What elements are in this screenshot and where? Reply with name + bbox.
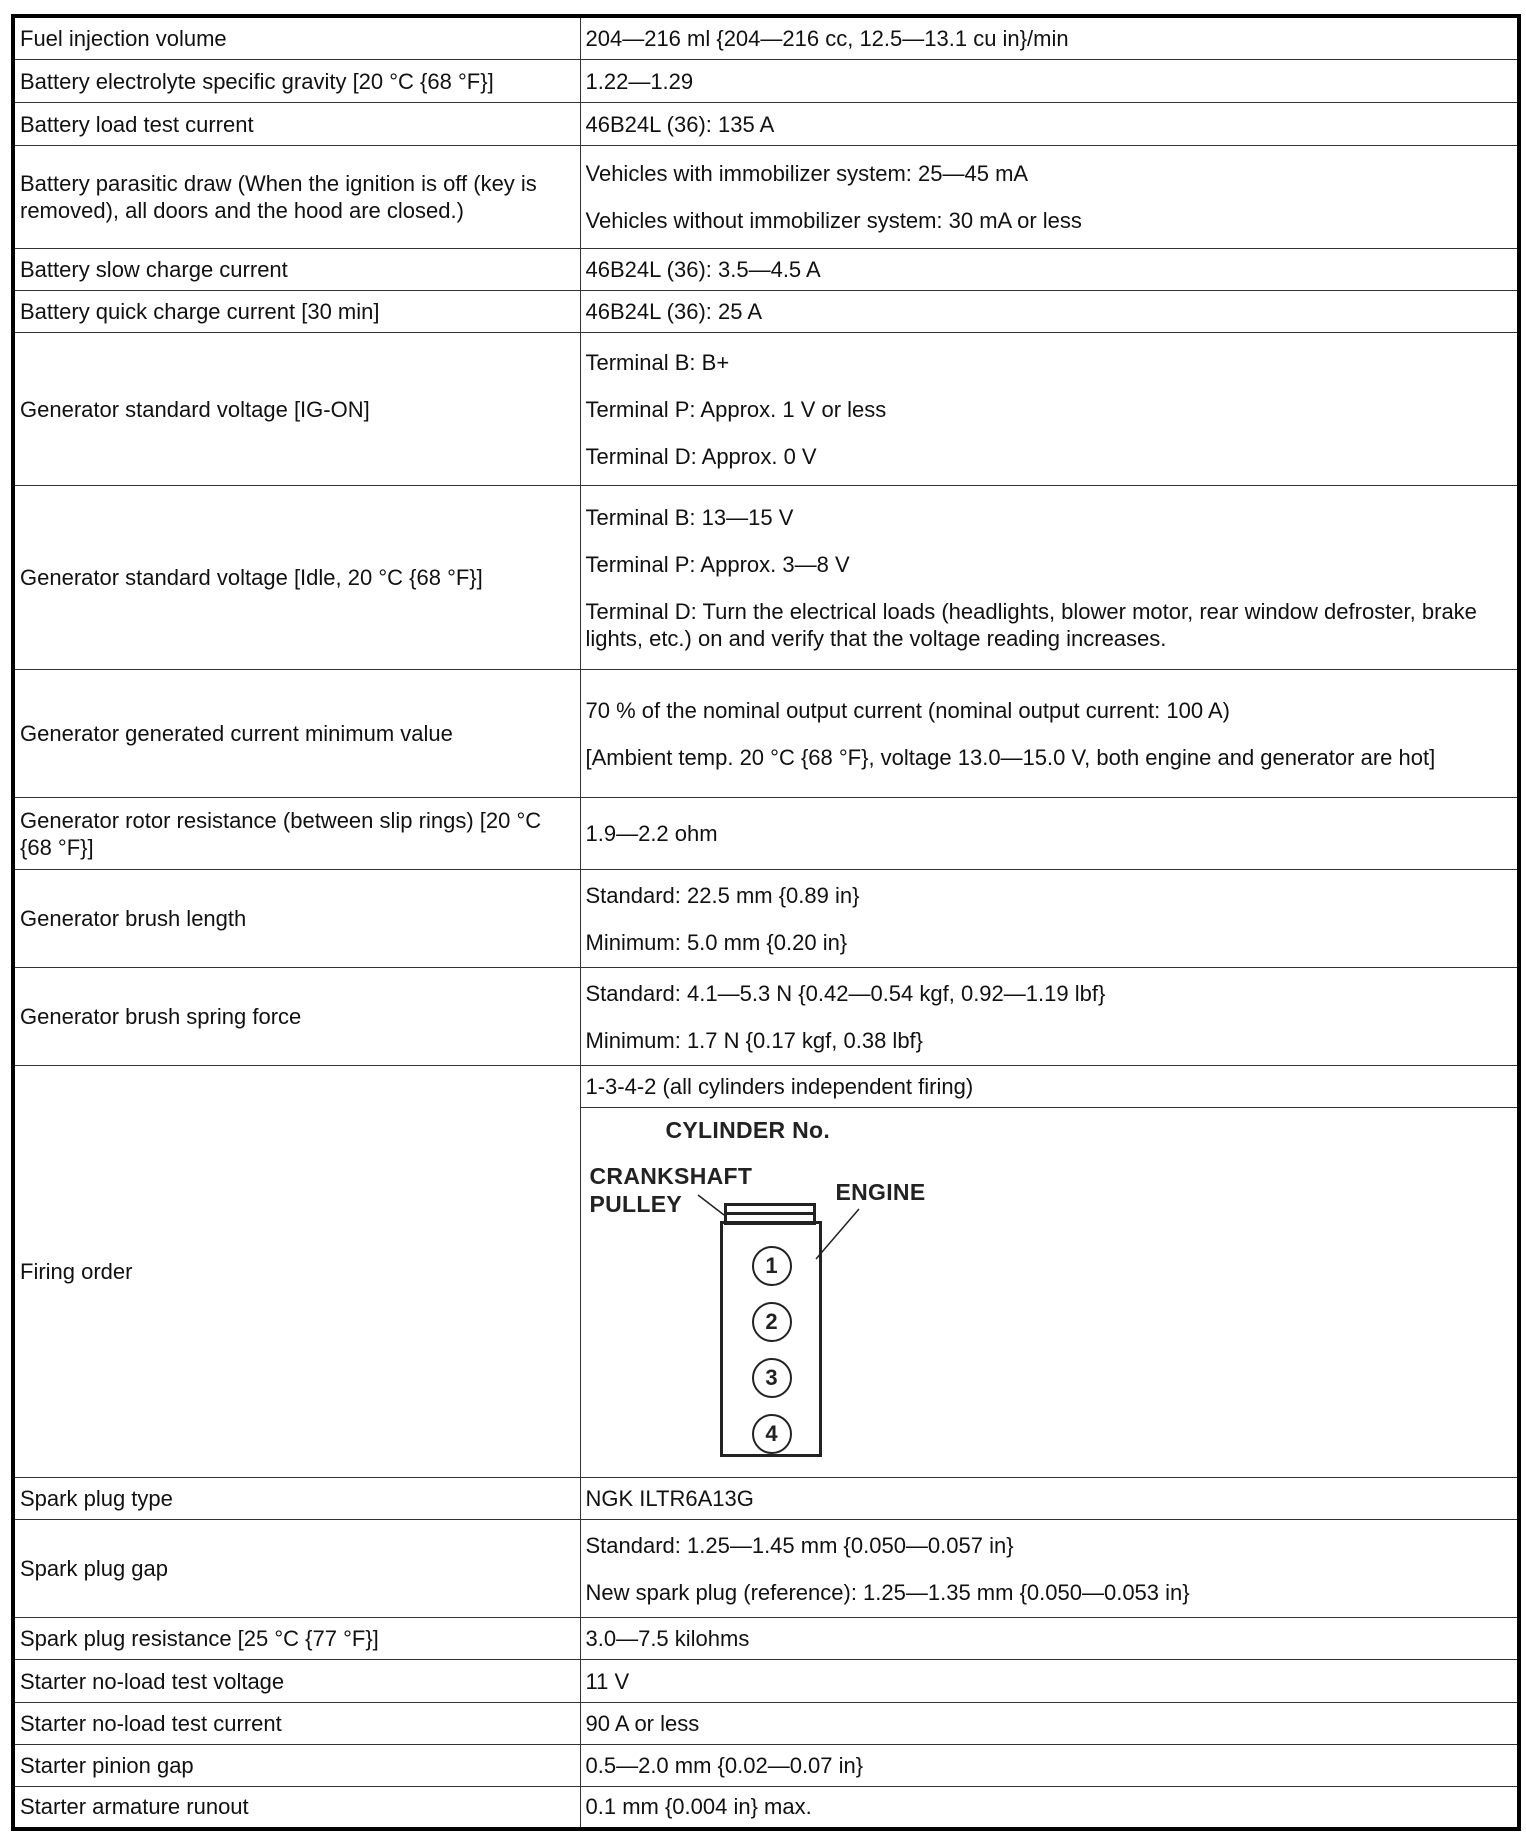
table-row <box>13 1660 1519 1703</box>
spec-value-line: [Ambient temp. 20 °C {68 °F}, voltage 13.0—15.0 V, both engine and generator are hot] <box>585 744 1436 770</box>
table-row <box>13 670 1519 798</box>
spec-value <box>580 870 1519 968</box>
pulley-label: PULLEY <box>589 1190 683 1217</box>
spec-value: 46B24L (36): 25 A <box>580 291 1519 333</box>
table-row <box>13 103 1519 146</box>
spec-value-line: 70 % of the nominal output current (nominal output current: 100 A) <box>585 697 1230 723</box>
spec-label: Generator generated current minimum value <box>13 670 580 798</box>
spec-value-line: Standard: 4.1—5.3 N {0.42—0.54 kgf, 0.92—1.19 lbf} <box>585 980 1106 1006</box>
cylinder-2-icon: 2 <box>752 1302 792 1342</box>
spec-value-line: Terminal P: Approx. 1 V or less <box>585 396 887 422</box>
spec-value-line: Vehicles with immobilizer system: 25—45 mA <box>585 161 1029 186</box>
engine-label: ENGINE <box>835 1178 926 1205</box>
spec-value: 0.5—2.0 mm {0.02—0.07 in} <box>580 1745 1519 1787</box>
spec-label: Firing order <box>13 1066 580 1478</box>
engine-block-shape <box>720 1221 822 1457</box>
spec-label: Battery electrolyte specific gravity [20 °C {68 °F}] <box>13 60 580 103</box>
spec-label: Starter armature runout <box>13 1787 580 1829</box>
spec-label: Battery parasitic draw (When the ignition is off (key is removed), all doors and the hood are closed.) <box>13 146 580 249</box>
table-row <box>13 60 1519 103</box>
spec-value-line: Minimum: 5.0 mm {0.20 in} <box>585 929 848 955</box>
table-row <box>13 798 1519 870</box>
spec-label: Generator brush spring force <box>13 968 580 1066</box>
spec-value: 90 A or less <box>580 1703 1519 1745</box>
table-row <box>13 968 1519 1066</box>
table-row <box>13 1478 1519 1520</box>
specifications-table <box>11 14 1521 1831</box>
table-row <box>13 291 1519 333</box>
table-row <box>13 249 1519 291</box>
spec-label: Fuel injection volume <box>13 16 580 60</box>
firing-order-diagram <box>586 1111 1513 1475</box>
firing-order-diagram-cell <box>580 1108 1519 1478</box>
spec-label: Generator rotor resistance (between slip rings) [20 °C {68 °F}] <box>13 798 580 870</box>
cylinder-3-icon: 3 <box>752 1358 792 1398</box>
spec-label: Starter no-load test current <box>13 1703 580 1745</box>
spec-value: 1.22—1.29 <box>580 60 1519 103</box>
spec-value-line: Terminal D: Approx. 0 V <box>585 443 817 469</box>
cylinder-1-icon: 1 <box>752 1246 792 1286</box>
spec-label: Generator standard voltage [IG-ON] <box>13 333 580 486</box>
table-row <box>13 1787 1519 1829</box>
spec-label: Spark plug gap <box>13 1520 580 1618</box>
spec-value: 204—216 ml {204—216 cc, 12.5—13.1 cu in}/min <box>580 16 1519 60</box>
spec-value-line: Terminal B: B+ <box>585 349 730 375</box>
spec-label: Starter no-load test voltage <box>13 1660 580 1703</box>
spec-label: Battery load test current <box>13 103 580 146</box>
spec-value <box>580 146 1519 249</box>
table-row <box>13 870 1519 968</box>
table-row <box>13 333 1519 486</box>
crankshaft-label: CRANKSHAFT <box>589 1162 753 1189</box>
spec-value: 46B24L (36): 135 A <box>580 103 1519 146</box>
spec-value-line: New spark plug (reference): 1.25—1.35 mm {0.050—0.053 in} <box>585 1579 1190 1605</box>
table-row <box>13 1618 1519 1660</box>
table-row <box>13 1066 1519 1108</box>
spec-value <box>580 1520 1519 1618</box>
spec-label: Spark plug type <box>13 1478 580 1520</box>
table-row <box>13 1745 1519 1787</box>
spec-value: 3.0—7.5 kilohms <box>580 1618 1519 1660</box>
spec-label: Starter pinion gap <box>13 1745 580 1787</box>
spec-value: 0.1 mm {0.004 in} max. <box>580 1787 1519 1829</box>
spec-label: Battery quick charge current [30 min] <box>13 291 580 333</box>
spec-value-line: Terminal P: Approx. 3—8 V <box>585 551 850 577</box>
spec-value-line: Minimum: 1.7 N {0.17 kgf, 0.38 lbf} <box>585 1027 924 1053</box>
spec-value: NGK ILTR6A13G <box>580 1478 1519 1520</box>
spec-value <box>580 333 1519 486</box>
spec-value: 1.9—2.2 ohm <box>580 798 1519 870</box>
table-row <box>13 1703 1519 1745</box>
table-row <box>13 486 1519 670</box>
spec-value: 1-3-4-2 (all cylinders independent firing) <box>580 1066 1519 1108</box>
spec-value <box>580 486 1519 670</box>
spec-value-line: Standard: 22.5 mm {0.89 in} <box>585 882 860 908</box>
spec-value-line: Vehicles without immobilizer system: 30 mA or less <box>585 208 1082 233</box>
table-row <box>13 1520 1519 1618</box>
table-row <box>13 16 1519 60</box>
spec-value <box>580 670 1519 798</box>
spec-label: Generator standard voltage [Idle, 20 °C {68 °F}] <box>13 486 580 670</box>
spec-label: Battery slow charge current <box>13 249 580 291</box>
spec-value: 11 V <box>580 1660 1519 1703</box>
spec-value <box>580 968 1519 1066</box>
table-row <box>13 146 1519 249</box>
cylinder-4-icon: 4 <box>752 1414 792 1454</box>
spec-value-line: Standard: 1.25—1.45 mm {0.050—0.057 in} <box>585 1532 1014 1558</box>
spec-value: 46B24L (36): 3.5—4.5 A <box>580 249 1519 291</box>
spec-value-line: Terminal D: Turn the electrical loads (headlights, blower motor, rear window defroster, brake lights, etc.) on and verify that the voltage reading increases. <box>585 598 1477 651</box>
diagram-title: CYLINDER No. <box>665 1116 831 1143</box>
spec-label: Spark plug resistance [25 °C {77 °F}] <box>13 1618 580 1660</box>
spec-label: Generator brush length <box>13 870 580 968</box>
spec-value-line: Terminal B: 13—15 V <box>585 504 794 530</box>
